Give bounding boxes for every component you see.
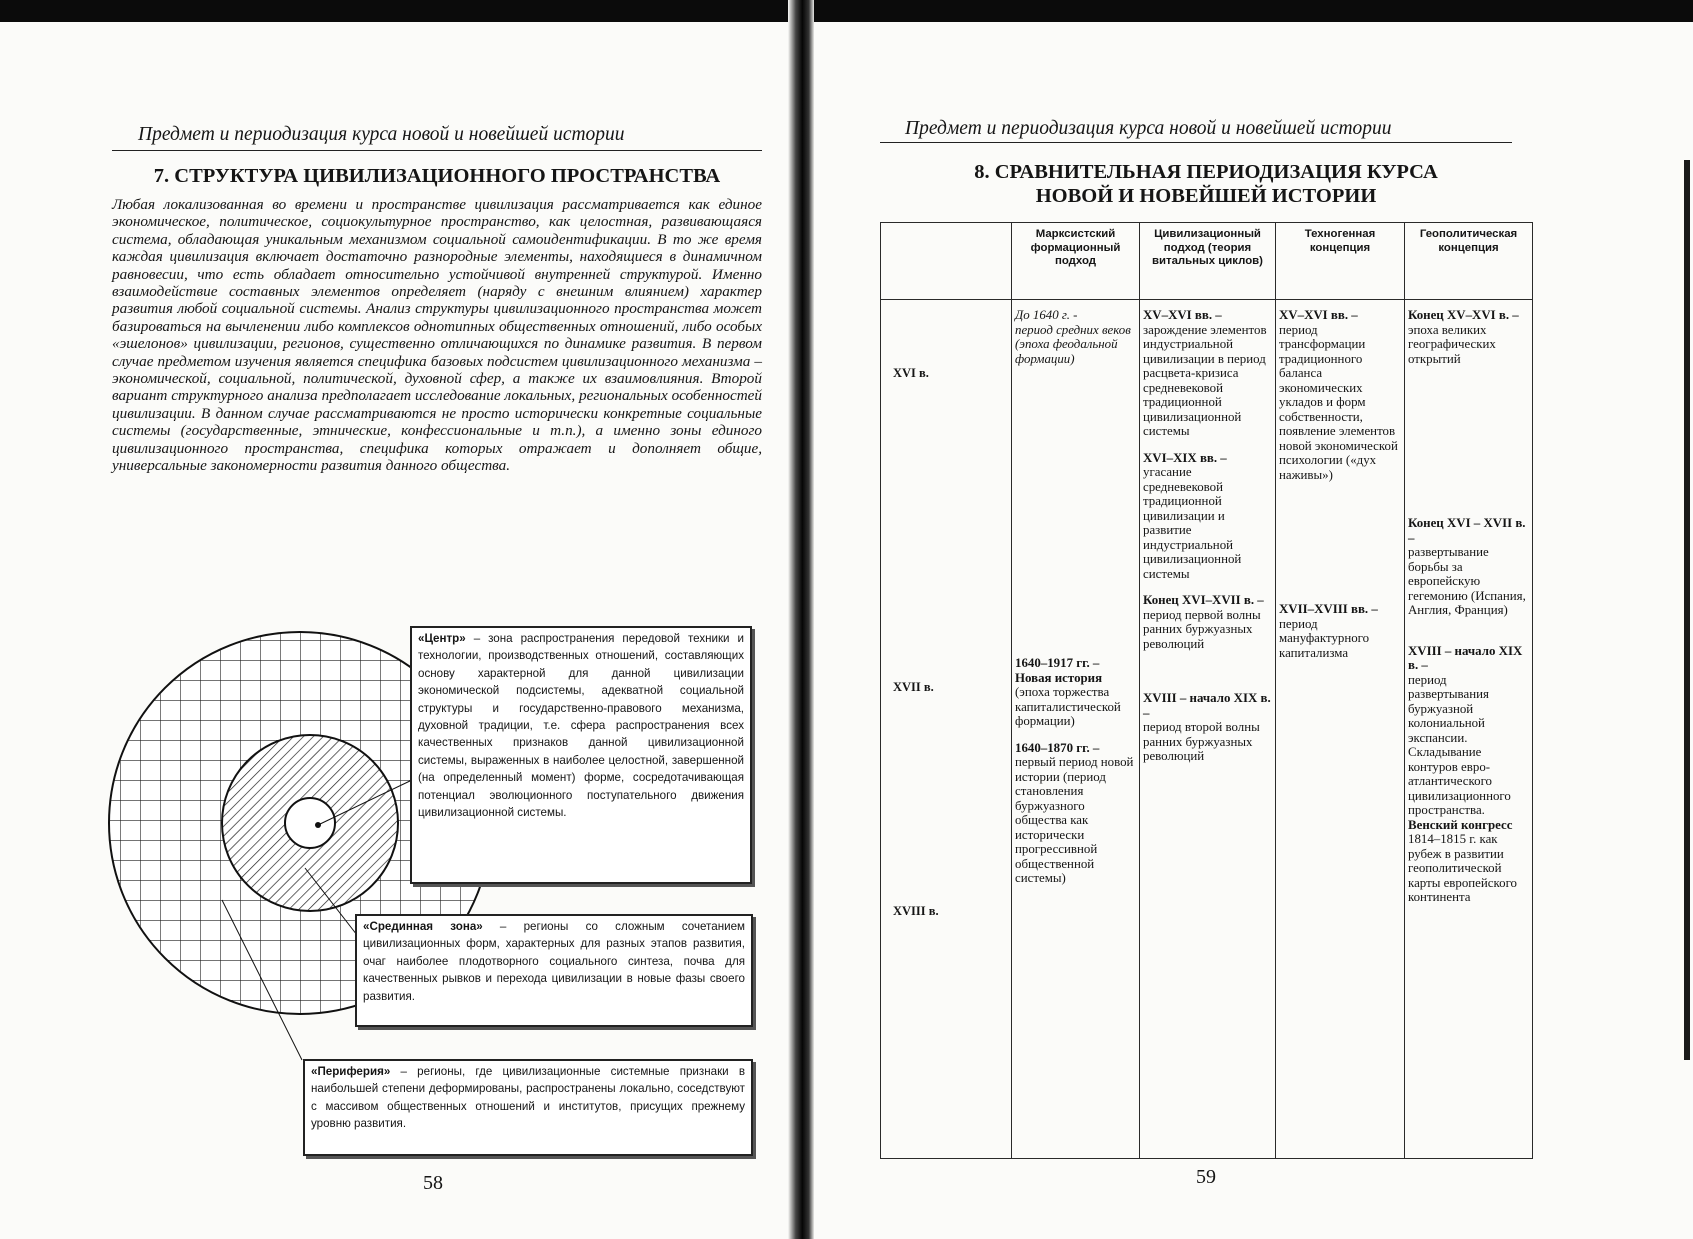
geopolitical-entry-body: период развертывания буржуазной колониальной экспансии. Складывание контуров евро-атлантического цивилизационного пространства. — [1408, 672, 1511, 817]
geopolitical-entry-tail: 1814–1815 г. как рубеж в развитии геополитической карты европейского континента — [1408, 832, 1517, 904]
civilizational-entry-head: XV–XVI вв. – — [1143, 308, 1222, 322]
header-marxist: Марксистский формационный подход — [1012, 223, 1140, 300]
right-page-title — [880, 160, 1532, 208]
civilizational-column — [1140, 300, 1276, 1159]
civilizational-entry-head: XVIII – начало XIX в. – — [1143, 691, 1271, 720]
marxist-entry — [1015, 741, 1137, 886]
civilization-zones-diagram — [0, 0, 790, 1239]
civilizational-entry-head: XVI–XIX вв. – — [1143, 450, 1227, 465]
marxist-entry — [1015, 656, 1137, 729]
middle-zone-term: «Срединная зона» — [363, 920, 483, 933]
periphery-definition: – регионы, где цивилизационные системные признаки в наибольшей степени деформированы, распространены локально, соседствуют с массивом общественных отношений и институтов, присущих прежнему уровню развития. — [311, 1065, 745, 1131]
marxist-entry-body: период средних веков (эпоха феодальной формации) — [1015, 322, 1131, 366]
marxist-entry-head: 1640–1870 гг. – — [1015, 740, 1100, 755]
technogenic-column — [1276, 300, 1405, 1159]
header-civilizational: Цивилизационный подход (теория витальных циклов) — [1140, 223, 1276, 300]
scan-right-edge — [1684, 160, 1690, 1060]
technogenic-entry-head: XV–XVI вв. – — [1279, 308, 1358, 322]
technogenic-entry-body: период трансформации традиционного баланса экономических укладов и форм собственности, появление элементов новой экономической психологии («дух наживы») — [1279, 322, 1398, 482]
civilizational-entry-body: угасание средневековой традиционной цивилизации и развитие индустриальной цивилизационной системы — [1143, 465, 1242, 581]
book-spine — [788, 0, 814, 1239]
technogenic-entry — [1279, 602, 1402, 660]
geopolitical-entry-body: развертывание борьбы за европейскую гегемонию (Испания, Англия, Франция) — [1408, 545, 1526, 617]
table-header-row — [881, 223, 1533, 300]
intro-paragraph: Любая локализованная во времени и пространстве цивилизация рассматривается как единое экономическое, политическое, социокультурное пространство, как целостная, развивающаяся система, обладающая уникальным механизмом социальной самоидентификации. В то же время каждая цивилизация включает достаточно разнородные элементы, находящиеся в динамичном равновесии, что есть обладает относительно устойчивой внутренней структурой. Именно взаимодействие составных элементов определяет (наряду с внешним влиянием) характер развития любой социальной системы. Анализ структуры цивилизационного пространства может базироваться на вычленении либо комплексов однотипных общественных отношений, либо особых «эшелонов» цивилизации, регионов, существенно отличающихся по динамике развития. В первом случае предметом изучения является специфика базовых подсистем цивилизационного механизма – экономической, социальной, политической, духовной сфер, а также их взаимовлияния. Второй вариант структурного анализа предполагает исследование локальных, региональных особенностей цивилизации. В данном случае рассматриваются не просто исторически конкретные социальные системы (государственные, этнические, конфессиональные и т.п.), а именно зоны единого цивилизационного пространства, специфика которых отражает и дополняет общие, универсальные закономерности развития данного общества. — [112, 196, 762, 475]
civilizational-entry — [1143, 308, 1273, 439]
century-16: XVI в. — [893, 366, 929, 380]
geopolitical-entry — [1408, 308, 1530, 366]
header-geopolitical: Геополитическая концепция — [1405, 223, 1533, 300]
geopolitical-entry-head: Конец XV–XVI в. – — [1408, 308, 1519, 322]
table-body-row — [881, 300, 1533, 1159]
periphery-callout — [303, 1059, 753, 1156]
civilizational-entry-body: зарождение элементов индустриальной цивилизации в период расцвета-кризиса средневековой традиционной цивилизационной системы — [1143, 322, 1267, 438]
header-century — [881, 223, 1012, 300]
marxist-entry — [1015, 308, 1137, 366]
civilizational-entry — [1143, 451, 1273, 582]
civilizational-entry-body: период второй волны ранних буржуазных революций — [1143, 720, 1260, 763]
century-17: XVII в. — [893, 680, 934, 694]
century-column — [881, 300, 1012, 1159]
center-term: «Центр» — [418, 632, 466, 645]
geopolitical-column — [1405, 300, 1533, 1159]
marxist-entry-bold: Новая история — [1015, 670, 1103, 685]
civilizational-entry — [1143, 691, 1273, 764]
periodization-table — [880, 222, 1533, 1159]
right-head-rule — [880, 142, 1512, 143]
civilizational-entry — [1143, 593, 1273, 651]
geopolitical-entry-bold: Венский конгресс — [1408, 817, 1513, 832]
left-page-title: 7. СТРУКТУРА ЦИВИЛИЗАЦИОННОГО ПРОСТРАНСТВА — [153, 165, 721, 187]
technogenic-entry — [1279, 308, 1402, 482]
middle-zone-definition: – регионы со сложным сочетанием цивилизационных форм, характерных для разных этапов развития, очаг наиболее плодотворного социального синтеза, почва для качественных рывков и перехода цивилизации в новые фазы своего развития. — [363, 920, 745, 1003]
technogenic-entry-body: период мануфактурного капитализма — [1279, 616, 1370, 660]
marxist-column — [1012, 300, 1140, 1159]
right-title-line-1: 8. СРАВНИТЕЛЬНАЯ ПЕРИОДИЗАЦИЯ КУРСА — [974, 161, 1438, 183]
civilizational-entry-body: период первой волны ранних буржуазных революций — [1143, 607, 1261, 651]
marxist-entry-head: До 1640 г. - — [1015, 308, 1078, 322]
marxist-entry-body: первый период новой истории (период становления буржуазного общества как исторически прогрессивной общественной системы) — [1015, 755, 1134, 885]
technogenic-entry-head: XVII–XVIII вв. – — [1279, 602, 1378, 616]
marxist-entry-body: (эпоха торжества капиталистической формации) — [1015, 685, 1121, 728]
left-page-number: 58 — [423, 1172, 443, 1194]
periphery-term: «Периферия» — [311, 1065, 391, 1078]
geopolitical-entry — [1408, 644, 1530, 905]
center-callout — [410, 626, 752, 884]
middle-zone-callout — [355, 914, 753, 1027]
right-page-number: 59 — [1196, 1166, 1216, 1188]
right-running-head: Предмет и периодизация курса новой и новейшей истории — [905, 118, 1392, 139]
right-title-line-2: НОВОЙ И НОВЕЙШЕЙ ИСТОРИИ — [1035, 185, 1377, 207]
marxist-entry-head: 1640–1917 гг. – — [1015, 656, 1100, 670]
header-technogenic: Техногенная концепция — [1276, 223, 1405, 300]
left-running-head: Предмет и периодизация курса новой и новейшей истории — [138, 124, 625, 145]
century-18: XVIII в. — [893, 904, 939, 918]
center-definition: – зона распространения передовой техники и технологии, производственных отношений, составляющих основу характерной для данной цивилизации экономической подсистемы, адекватной социальной структуры и государственно-правового механизма, духовной традиции, т.е. сфера распространения всех качественных признаков данной цивилизационной системы, выраженных в наиболее целостной, завершенной (на определенный момент) форме, сосредотачивающая потенциал эволюционного поступательного движения цивилизационной системы. — [418, 632, 744, 820]
geopolitical-entry-body: эпоха великих географических открытий — [1408, 322, 1496, 366]
geopolitical-entry-head: XVIII – начало XIX в. – — [1408, 643, 1523, 672]
center-zone-circle — [285, 798, 335, 848]
geopolitical-entry — [1408, 516, 1530, 618]
civilizational-entry-head: Конец XVI–XVII в. – — [1143, 593, 1264, 607]
geopolitical-entry-head: Конец XVI – XVII в. – — [1408, 516, 1526, 545]
